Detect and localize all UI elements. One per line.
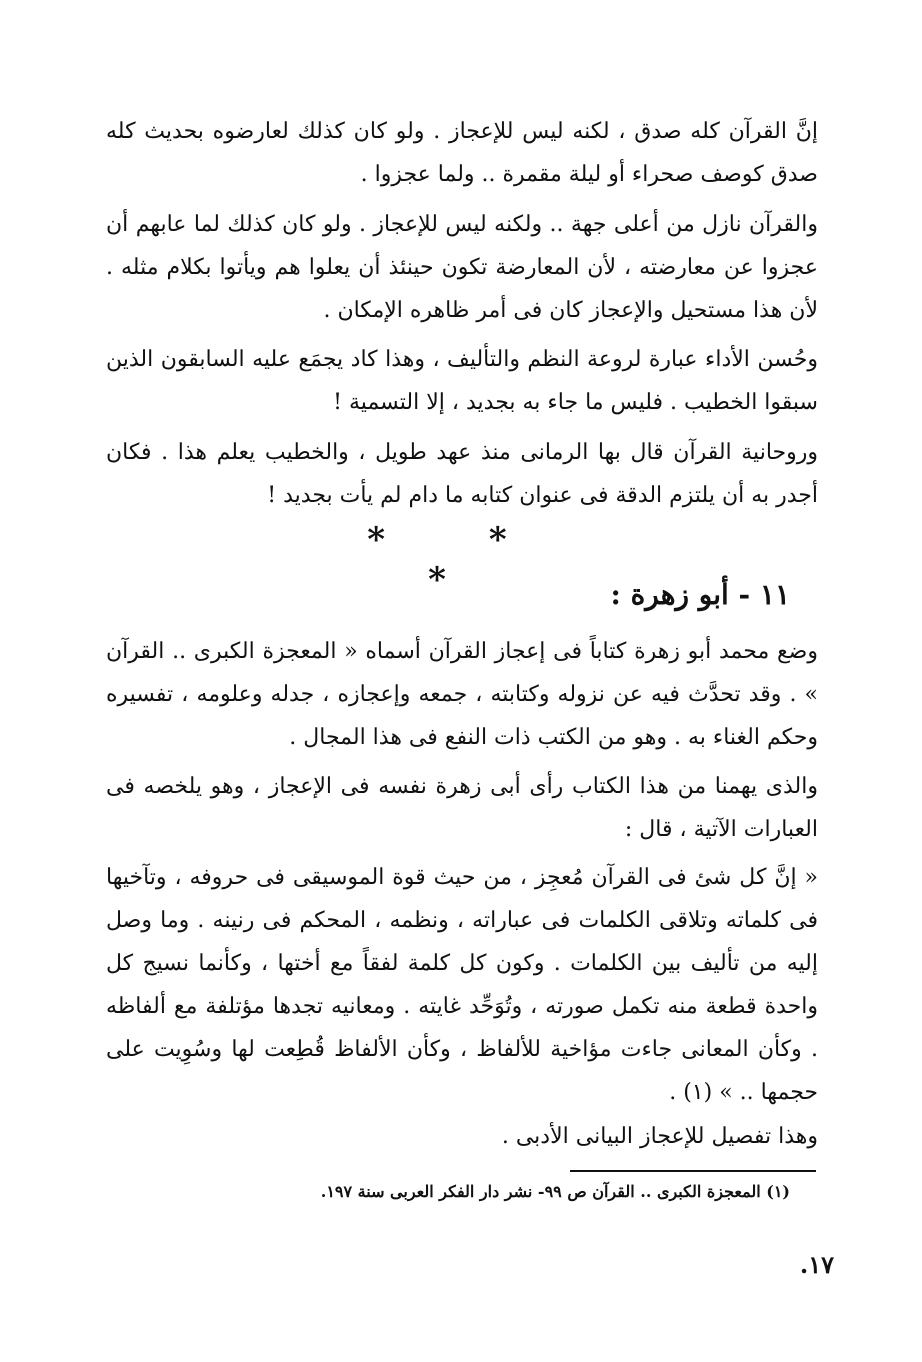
footnote: (١) المعجزة الكبرى .. القرآن ص ٩٩- نشر دار الفكر العربى سنة ١٩٧. [320,1182,790,1201]
page-number: ١٧. [799,1250,834,1279]
paragraph-text: وروحانية القرآن قال بها الرمانى منذ عهد طويل ، والخطيب يعلم هذا . فكان أجدر به أن يلتزم الدقة فى عنوان كتابه ما دام لم يأت بجديد ! [106,440,818,508]
paragraph-1 [106,110,818,196]
paragraph-8 [106,1115,818,1158]
paragraph-text: وهذا تفصيل للإعجاز البيانى الأدبى . [501,1124,818,1149]
paragraph-text: والذى يهمنا من هذا الكتاب رأى أبى زهرة نفسه فى الإعجاز ، وهو يلخصه فى العبارات الآتية ، قال : [106,774,818,842]
paragraph-4 [106,431,818,517]
quote-paragraph [106,856,818,1114]
section-heading: ١١ - أبو زهرة : [610,578,790,611]
paragraph-text: « إنَّ كل شئ فى القرآن مُعجِز ، من حيث قوة الموسيقى فى حروفه ، وتآخيها فى كلماته وتلاقى الكلمات فى عباراته ، ونظمه ، المحكم فى رنينه . وما وصل إليه من تأليف بين الكلمات . وكون كل كلمة لفقاً مع أختها ، وكأنما نسيج كل واحدة قطعة منه تكمل صورته ، وتُوَحِّد غايته . ومعانيه تجدها مؤتلفة مع ألفاظه . وكأن المعانى جاءت مؤاخية للألفاظ ، وكأن الألفاظ قُطِعت لها وسُوِيت على حجمها .. » (١) . [106,865,818,1105]
paragraph-3 [106,338,818,424]
paragraph-6 [106,765,818,851]
paragraph-text: إنَّ القرآن كله صدق ، لكنه ليس للإعجاز . ولو كان كذلك لعارضوه بحديث كله صدق كوصف صحراء أو ليلة مقمرة .. ولما عجزوا . [106,119,818,187]
paragraph-text: والقرآن نازل من أعلى جهة .. ولكنه ليس للإعجاز . ولو كان كذلك لما عابهم أن عجزوا عن معارضته ، لأن المعارضة تكون حينئذ أن يعلوا هم ويأتوا بكلام مثله . لأن هذا مستحيل والإعجاز كان فى أمر ظاهره الإمكان . [106,212,818,323]
section-separator: * * * [367,520,553,600]
footnote-divider [570,1170,816,1172]
paragraph-2 [106,203,818,332]
paragraph-text: وضع محمد أبو زهرة كتاباً فى إعجاز القرآن أسماه « المعجزة الكبرى .. القرآن » . وقد تحدَّث فيه عن نزوله وكتابته ، جمعه وإعجازه ، جدله وعلومه ، تفسيره وحكم الغناء به . وهو من الكتب ذات النفع فى هذا المجال . [106,639,818,750]
paragraph-5 [106,630,818,759]
paragraph-text: وحُسن الأداء عبارة لروعة النظم والتأليف ، وهذا كاد يجمَع عليه السابقون الذين سبقوا الخطيب . فليس ما جاء به بجديد ، إلا التسمية ! [106,347,818,415]
